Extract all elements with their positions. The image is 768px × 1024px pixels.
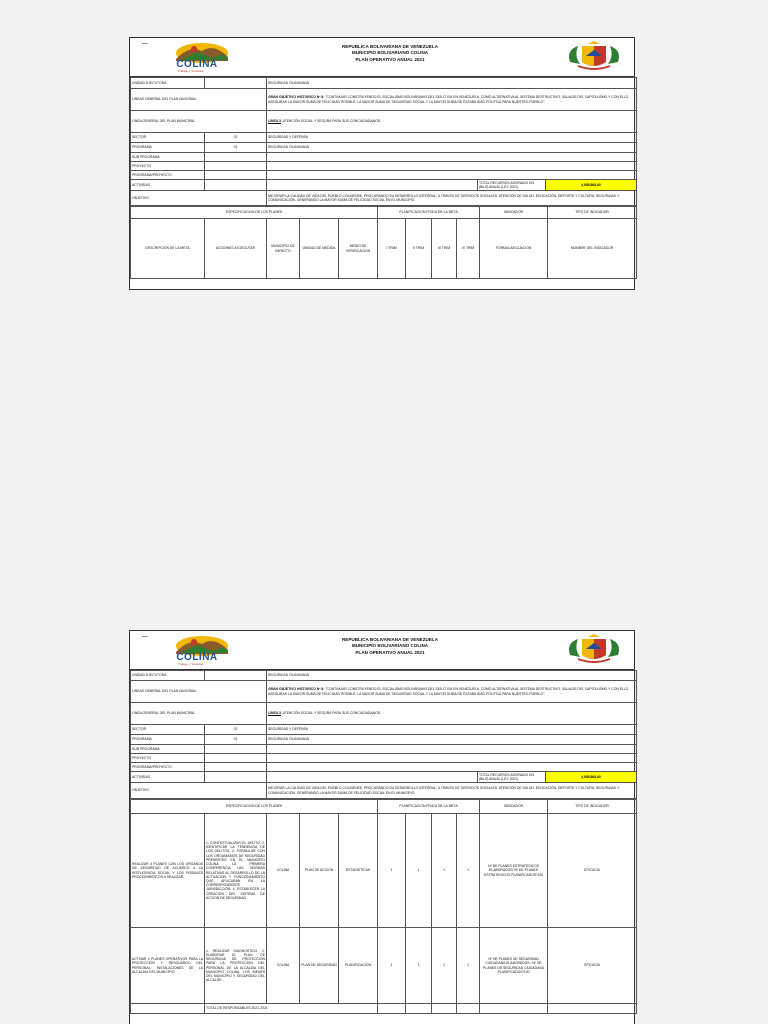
meta-nombre-indicador: EFICACIA — [548, 928, 637, 1004]
meta-unidad-medida: PLAN DE ACCION — [300, 814, 339, 928]
unidad-label: UNIDAD EJECUTORA — [131, 671, 205, 681]
meta-medio: PLANIFICACION — [339, 928, 378, 1004]
meta-municipio: COLINA — [267, 814, 300, 928]
col-medio: MEDIO DE VERIFICACION — [339, 219, 378, 279]
programa-label: PROGRAMA — [131, 143, 205, 153]
objetivo-label: OBJETIVO — [131, 783, 267, 799]
especificacion-header: ESPECIFICACION DE LOS PLANES — [131, 207, 378, 219]
meta-trim-1: 1 — [378, 814, 406, 928]
especificacion-header: ESPECIFICACION DE LOS PLANES — [131, 800, 378, 814]
programa-code: 01 — [205, 143, 267, 153]
sector-label: SECTOR — [131, 133, 205, 143]
meta-trim-2: 1 — [406, 814, 432, 928]
programa-value: SEGURIDAD CIUDADANA — [267, 143, 637, 153]
metas-table-2 — [130, 799, 637, 1014]
sector-code: 02 — [205, 725, 267, 735]
col-formula: FORMULA/ECUACION — [480, 219, 548, 279]
objetivo-value: MEJORAR LA CALIDAD DE VIDA DEL PUEBLO COLINENSE. PROCURANDO SU DESARROLLO INTEGRAL, A TRAVES DE SERVICIOS SOCIALES, ATENCIÓN DE SALUD, EDUCACIÓN, DEPORTE Y CULTURA, SEGURIDAD Y COMUNICACIÓN. GENERANDO LA MAYOR SUMA DE FELICIDAD SOCIAL EN EL MUNICIPIO. — [267, 783, 637, 799]
objetivo-value: MEJORAR LA CALIDAD DE VIDA DEL PUEBLO COLINENSE. PROCURANDO SU DESARROLLO INTEGRAL, A TRAVES DE SERVICIOS SOCIALES, ATENCIÓN DE SALUD, EDUCACIÓN, DEPORTE Y CULTURA, SEGURIDAD Y COMUNICACIÓN. GENERANDO LA MAYOR SUMA DE FELICIDAD SOCIAL EN EL MUNICIPIO. — [267, 191, 637, 206]
subprograma-label: SUB PROGRAMA — [131, 745, 205, 754]
tipo-indicador-header: TIPO DE INDICADOR — [548, 800, 637, 814]
objetivo-label: OBJETIVO — [131, 191, 267, 206]
title-municipality: MUNICIPIO BOLIVARIANO COLINA — [351, 50, 429, 56]
linea-nacional-label: LINEAS GENERAL DEL PLAN NACIONAL — [131, 681, 267, 703]
programa-value: SEGURIDAD CIUDADANA — [267, 735, 637, 745]
planificacion-header: PLANIFICACION FISICA DE LA META — [378, 207, 480, 219]
linea-nacional-value: GRAN OBJETIVO HISTORICO Nº II: "CONTINUAR CONSTRUYENDO EL SOCIALISMO BOLIVARIANO DEL SIGLO XXI EN VENEZUELA, COMO ALTERNATIVA AL SISTEMA DESTRUCTIVO, SALVAJE DEL CAPITALISMO Y CON ELLO ASEGURAR LA MAYOR SUMA DE FELICIDAD POSIBLE, LA MAYOR SUMA DE SEGURIDAD SOCIAL Y LA MAYOR SUMA DE ESTABILIDAD POLITICA PARA NUESTRO PUEBLO". — [267, 681, 637, 703]
page-header — [130, 38, 634, 77]
document-page-1 — [129, 37, 635, 290]
unidad-value: SEGURIDAD CIUDADANA — [267, 78, 637, 89]
meta-nombre-indicador: EFICACIA — [548, 814, 637, 928]
plan-info-table-1 — [130, 77, 637, 206]
col-descripcion: DESCRIPCION DE LA META — [131, 219, 205, 279]
programa-label: PROGRAMA — [131, 735, 205, 745]
meta-trim-3: 1 — [432, 814, 457, 928]
meta-trim-2: 1 — [406, 928, 432, 1004]
title-republic: REPUBLICA BOLIVARIANA DE VENEZUELA — [341, 637, 439, 642]
metas-table-1 — [130, 206, 637, 279]
unidad-value: SEGURIDAD CIUDADANA — [267, 671, 637, 681]
page-header — [130, 631, 634, 670]
tipo-indicador-header: TIPO DE INDICADOR — [548, 207, 637, 219]
linea-municipal-label: LINEA GENERAL DEL PLAN MUNICIPAL — [131, 111, 267, 133]
proyecto-label: PROYECTO — [131, 162, 205, 171]
header-titles — [290, 637, 490, 656]
col-trim-3: III TRIM — [432, 219, 457, 279]
col-trim-2: II TRIM — [406, 219, 432, 279]
total-recursos-label: TOTAL RECURSOS ASIGNADO EN (Bs.S) ANUAL (LEY 2021) — [478, 180, 546, 191]
subprograma-label: SUB PROGRAMA — [131, 153, 205, 162]
linea-municipal-value: LINEA 3: ATENCIÓN SOCIAL Y SEGURA PARA SUS CONCIUDADANOS. — [267, 111, 637, 133]
meta-acciones: 1. REALIZAR DIAGNOSTICO, 2. ELABORAR EL PLAN DE SEGURIDAD DE PROTECCION PARA LA PROTECCION DEL PERSONAL DE LA ALCALDIA DEL MUNICIPIO COLINA, LOS BIENES DEL MUNICIPIO Y SEGURIDAD DEL ALCALDE. — [205, 928, 267, 1004]
header-dash: — — [142, 41, 148, 47]
title-republic: REPUBLICA BOLIVARIANA DE VENEZUELA — [341, 44, 439, 49]
municipal-crest-icon — [564, 633, 624, 667]
header-dash: — — [142, 634, 148, 640]
col-unidad-medida: UNIDAD DE MEDIDA — [300, 219, 339, 279]
actividad-label: ACTIVIDAD — [131, 772, 205, 783]
footer-partial-text: TOTAL DE RESPONSABLES 2021-2021 — [205, 1004, 378, 1014]
total-recursos-label: TOTAL RECURSOS ASIGNADO EN (Bs.S) ANUAL (LEY 2021) — [478, 772, 546, 783]
table-row — [131, 814, 637, 928]
indicador-header: INDICADOR — [480, 207, 548, 219]
meta-formula: Nº DE PLANES DE SEGURIDAD CIUDADANA ELABORADOS / Nº DE PLANES DE SEGURIDAD CIUDADANA PLANIFICADOS*100 — [480, 928, 548, 1004]
meta-descripcion: REALIZAR 4 PLANES CON LOS ORGANOS DE SEGURIDAD DE ACUERDO A LA INTELIGENCIA SOCIAL Y LOS POSIBLES PROCEDIMIENTOS A REALIZAR. — [131, 814, 205, 928]
plan-info-table-2 — [130, 670, 637, 799]
meta-municipio: COLINA — [267, 928, 300, 1004]
proyecto-label: PROYECTO — [131, 754, 205, 763]
title-plan: PLAN OPERATIVO ANUAL 2021 — [355, 649, 425, 655]
total-recursos-value: 4,988,869.60 — [546, 772, 637, 783]
linea-nacional-label: LINEAS GENERAL DEL PLAN NACIONAL — [131, 89, 267, 111]
table-row-partial — [131, 1004, 637, 1014]
planificacion-header: PLANIFICACION FISICA DE LA META — [378, 800, 480, 814]
linea-municipal-value: LINEA 3: ATENCIÓN SOCIAL Y SEGURA PARA SUS CONCIUDADANOS. — [267, 703, 637, 725]
col-nombre-indicador: NOMBRE DEL INDICADOR — [548, 219, 637, 279]
sector-code: 02 — [205, 133, 267, 143]
programa-proyecto-label: PROGRAMA/PROYECTO — [131, 171, 205, 180]
programa-proyecto-label: PROGRAMA/PROYECTO — [131, 763, 205, 772]
programa-code: 01 — [205, 735, 267, 745]
unidad-label: UNIDAD EJECUTORA — [131, 78, 205, 89]
sector-label: SECTOR — [131, 725, 205, 735]
logo-wordmark: COLINA — [176, 59, 218, 70]
meta-acciones: 1. CONTEXTUALIZAR EL DELITO, 2. IDENTIFICAR LA TENDENCIA DE LOS DELITOS, 3. FORMULAR CON LOS ORGANISMOS DE SEGURIDAD PRESENTES EN EL MUNICIPIO COLINA LA PRIMERA CONFERENCIA LAS NORMAS RELATIVAS AL DESARROLLO DE LA ACTUACION Y FUNCIONAMIENTO QUE APLICARAN EN LA CORRESPONDIENTE JURISDICCION, 4. ESTABLECER LA CREACION DEL SISTEMA DE ACCION DE SEGURIDAD. — [205, 814, 267, 928]
sector-value: SEGURIDAD Y DEFENSA — [267, 725, 637, 735]
total-recursos-value: 4,988,869.60 — [546, 180, 637, 191]
actividad-label: ACTIVIDAD — [131, 180, 205, 191]
title-municipality: MUNICIPIO BOLIVARIANO COLINA — [351, 643, 429, 649]
col-trim-1: I TRIM — [378, 219, 406, 279]
linea-municipal-label: LINEA GENERAL DEL PLAN MUNICIPAL — [131, 703, 267, 725]
linea-nacional-value: GRAN OBJETIVO HISTORICO Nº II: "CONTINUAR CONSTRUYENDO EL SOCIALISMO BOLIVARIANO DEL SIGLO XXI EN VENEZUELA, COMO ALTERNATIVA AL SISTEMA DESTRUCTIVO, SALVAJE DEL CAPITALISMO Y CON ELLO ASEGURAR LA MAYOR SUMA DE FELICIDAD POSIBLE, LA MAYOR SUMA DE SEGURIDAD SOCIAL Y LA MAYOR SUMA DE ESTABILIDAD POLITICA PARA NUESTRO PUEBLO". — [267, 89, 637, 111]
table-row — [131, 928, 637, 1004]
meta-trim-4: 1 — [457, 928, 480, 1004]
municipal-crest-icon — [564, 40, 624, 74]
meta-unidad-medida: PLAN DE SEGURIDAD — [300, 928, 339, 1004]
logo-tagline: Trabajo y Seriedad — [178, 69, 204, 73]
title-plan: PLAN OPERATIVO ANUAL 2021 — [355, 56, 425, 62]
header-titles — [290, 44, 490, 63]
meta-trim-4: 1 — [457, 814, 480, 928]
indicador-header: INDICADOR — [480, 800, 548, 814]
meta-trim-3: 1 — [432, 928, 457, 1004]
meta-trim-1: 1 — [378, 928, 406, 1004]
col-acciones: ACCIONES A EJECUTAR — [205, 219, 267, 279]
meta-medio: ESTADISTICAS — [339, 814, 378, 928]
logo-wordmark: COLINA — [176, 652, 218, 663]
sector-value: SEGURIDAD Y DEFENSA — [267, 133, 637, 143]
meta-formula: Nº DE PLANES ESTRATEGICOS ELABORADOS/ Nº DE PLANES ESTRATEGICOS PLANIFICADOS*100 — [480, 814, 548, 928]
col-trim-4: IV TRIM — [457, 219, 480, 279]
col-municipio: MUNICIPIO DE IMPACTO — [267, 219, 300, 279]
document-page-2 — [129, 630, 635, 1024]
meta-descripcion: ACTIVAR 4 PLANES OPERATIVOS PARA LA PROTECCION Y RESGUARDO DEL PERSONAL, INSTALACIONES DE LA ALCALDIA DEL MUNICIPIO — [131, 928, 205, 1004]
logo-tagline: Trabajo y Seriedad — [178, 662, 204, 666]
